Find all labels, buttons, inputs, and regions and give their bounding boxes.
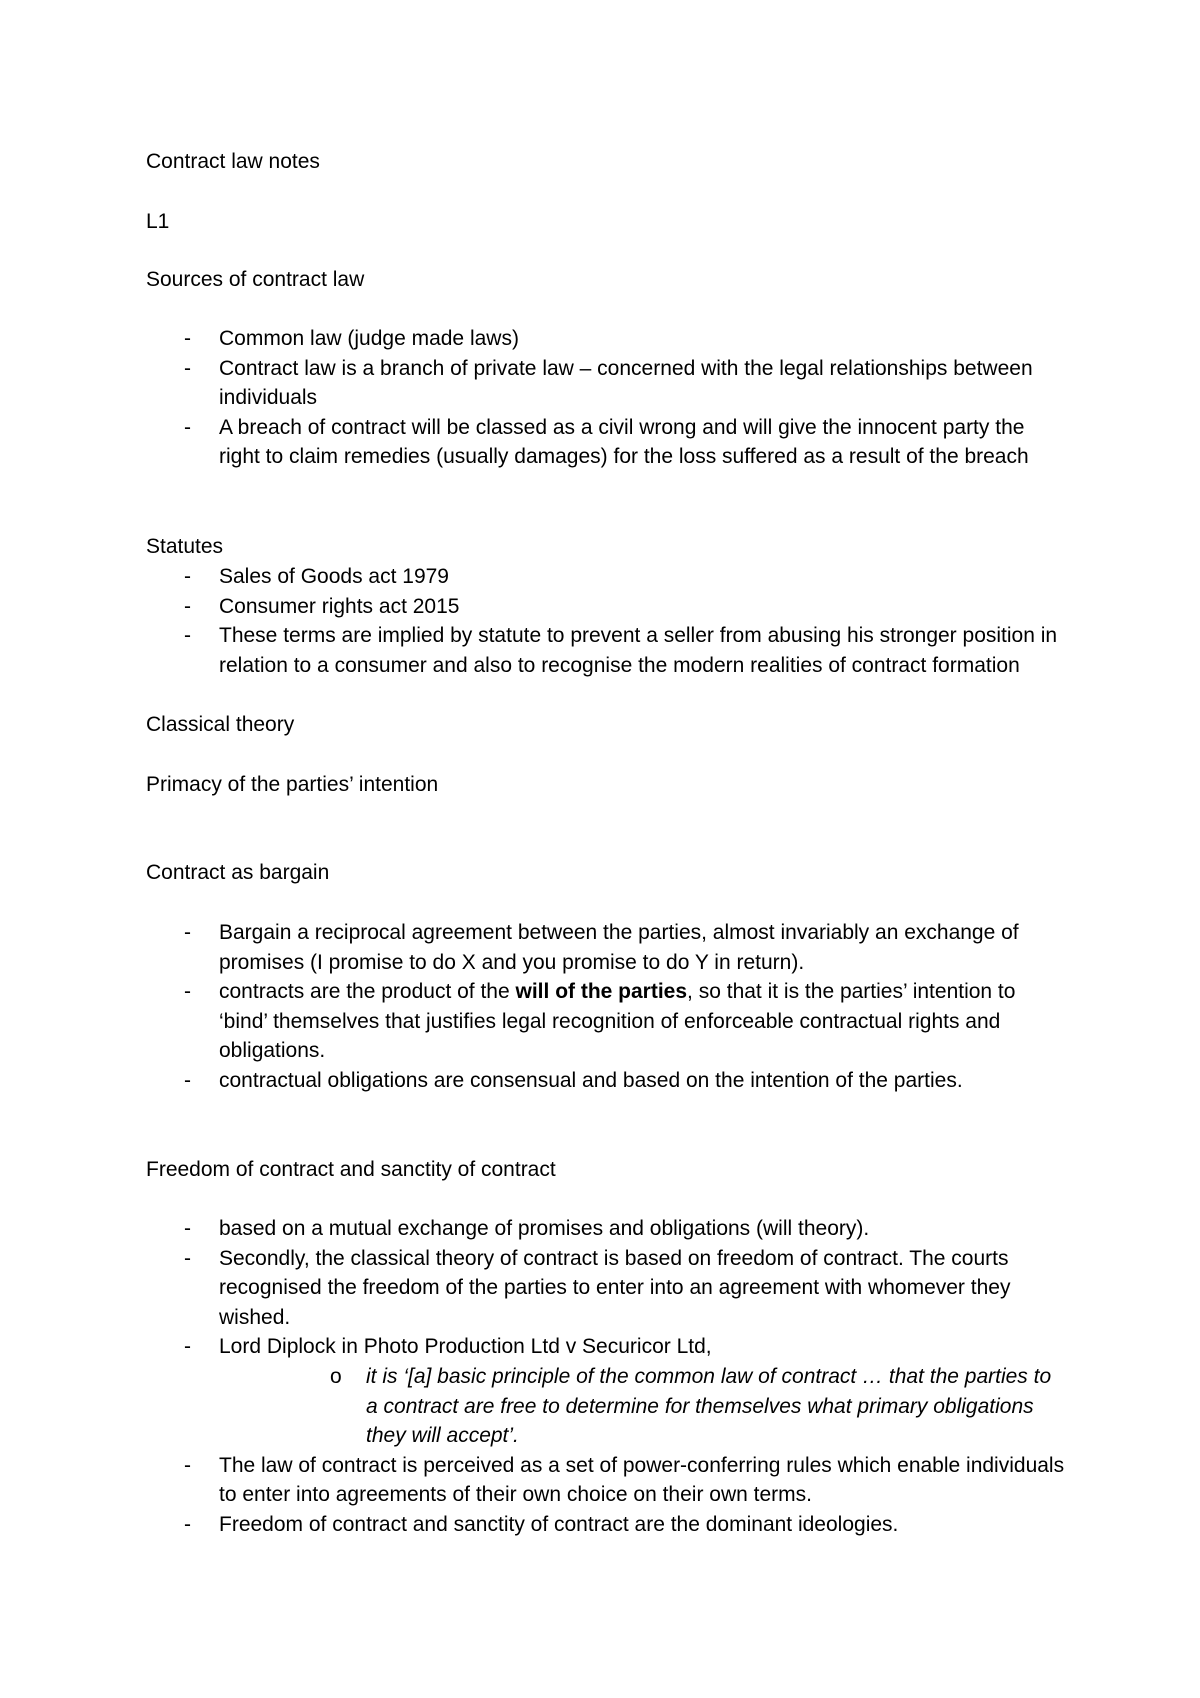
list-item: - Common law (judge made laws) [146,324,1066,354]
list-item: - A breach of contract will be classed as a civil wrong and will give the innocent party the right to claim remedies (usually damages) for the loss suffered as a result of the breach [146,413,1066,472]
list-item: - Lord Diplock in Photo Production Ltd v Securicor Ltd, o it is ‘[a] basic principle of the common law of contract … that the parties to a contract are free to determine for themselves what primary obligations they will accept’. [146,1332,1066,1450]
classical-theory-heading: Classical theory [146,713,295,736]
emphasis-text: will of the parties [515,980,688,1004]
list-item: - contractual obligations are consensual and based on the intention of the parties. [146,1066,1066,1096]
dash-marker: - [184,327,191,350]
list-item: - Bargain a reciprocal agreement between the parties, almost invariably an exchange of promises (I promise to do X and you promise to do Y in return). [146,918,1066,977]
dash-marker: - [184,1068,191,1092]
list-item: - Secondly, the classical theory of contract is based on freedom of contract. The courts recognised the freedom of the parties to enter into an agreement with whomever they wished. [146,1244,1066,1333]
list-item: - The law of contract is perceived as a set of power-conferring rules which enable individuals to enter into agreements of their own choice on their own terms. [146,1451,1066,1510]
bargain-heading: Contract as bargain [146,861,330,884]
quote-item: o it is ‘[a] basic principle of the common law of contract … that the parties to a contract are free to determine for themselves what primary obligations they will accept’. [366,1362,1066,1451]
list-item: - Freedom of contract and sanctity of contract are the dominant ideologies. [146,1510,1066,1540]
dash-marker: - [184,1512,191,1536]
circle-marker: o [330,1364,342,1388]
list-item: - These terms are implied by statute to prevent a seller from abusing his stronger position in relation to a consumer and also to recognise the modern realities of contract formation [146,621,1066,680]
sources-heading: Sources of contract law [146,268,365,291]
list-item: - contracts are the product of the will of the parties, so that it is the parties’ intention to ‘bind’ themselves that justifies legal recognition of enforceable contractual rights and obligations. [146,977,1066,1066]
dash-marker: - [184,415,191,439]
document-title: Contract law notes [146,150,320,173]
list-item: - based on a mutual exchange of promises and obligations (will theory). [146,1214,1066,1244]
dash-marker: - [184,1335,191,1359]
sources-list [146,324,1066,472]
bargain-list [146,918,1066,1096]
dash-marker: - [184,356,191,380]
list-item: - Sales of Goods act 1979 [146,562,1066,592]
dash-marker: - [184,624,191,648]
dash-marker: - [184,921,191,944]
list-item: - Contract law is a branch of private law – concerned with the legal relationships between individuals [146,354,1066,413]
dash-marker: - [184,594,191,618]
statutes-heading: Statutes [146,535,224,558]
lecture-label: L1 [146,210,170,233]
dash-marker: - [184,1246,191,1270]
dash-marker: - [184,565,191,588]
dash-marker: - [184,1453,191,1477]
freedom-list [146,1214,1066,1540]
dash-marker: - [184,1217,191,1240]
dash-marker: - [184,980,191,1004]
statutes-list [146,562,1066,680]
freedom-heading: Freedom of contract and sanctity of contract [146,1158,556,1181]
primacy-heading: Primacy of the parties’ intention [146,773,439,796]
sub-list [219,1362,1066,1451]
list-item: - Consumer rights act 2015 [146,592,1066,622]
